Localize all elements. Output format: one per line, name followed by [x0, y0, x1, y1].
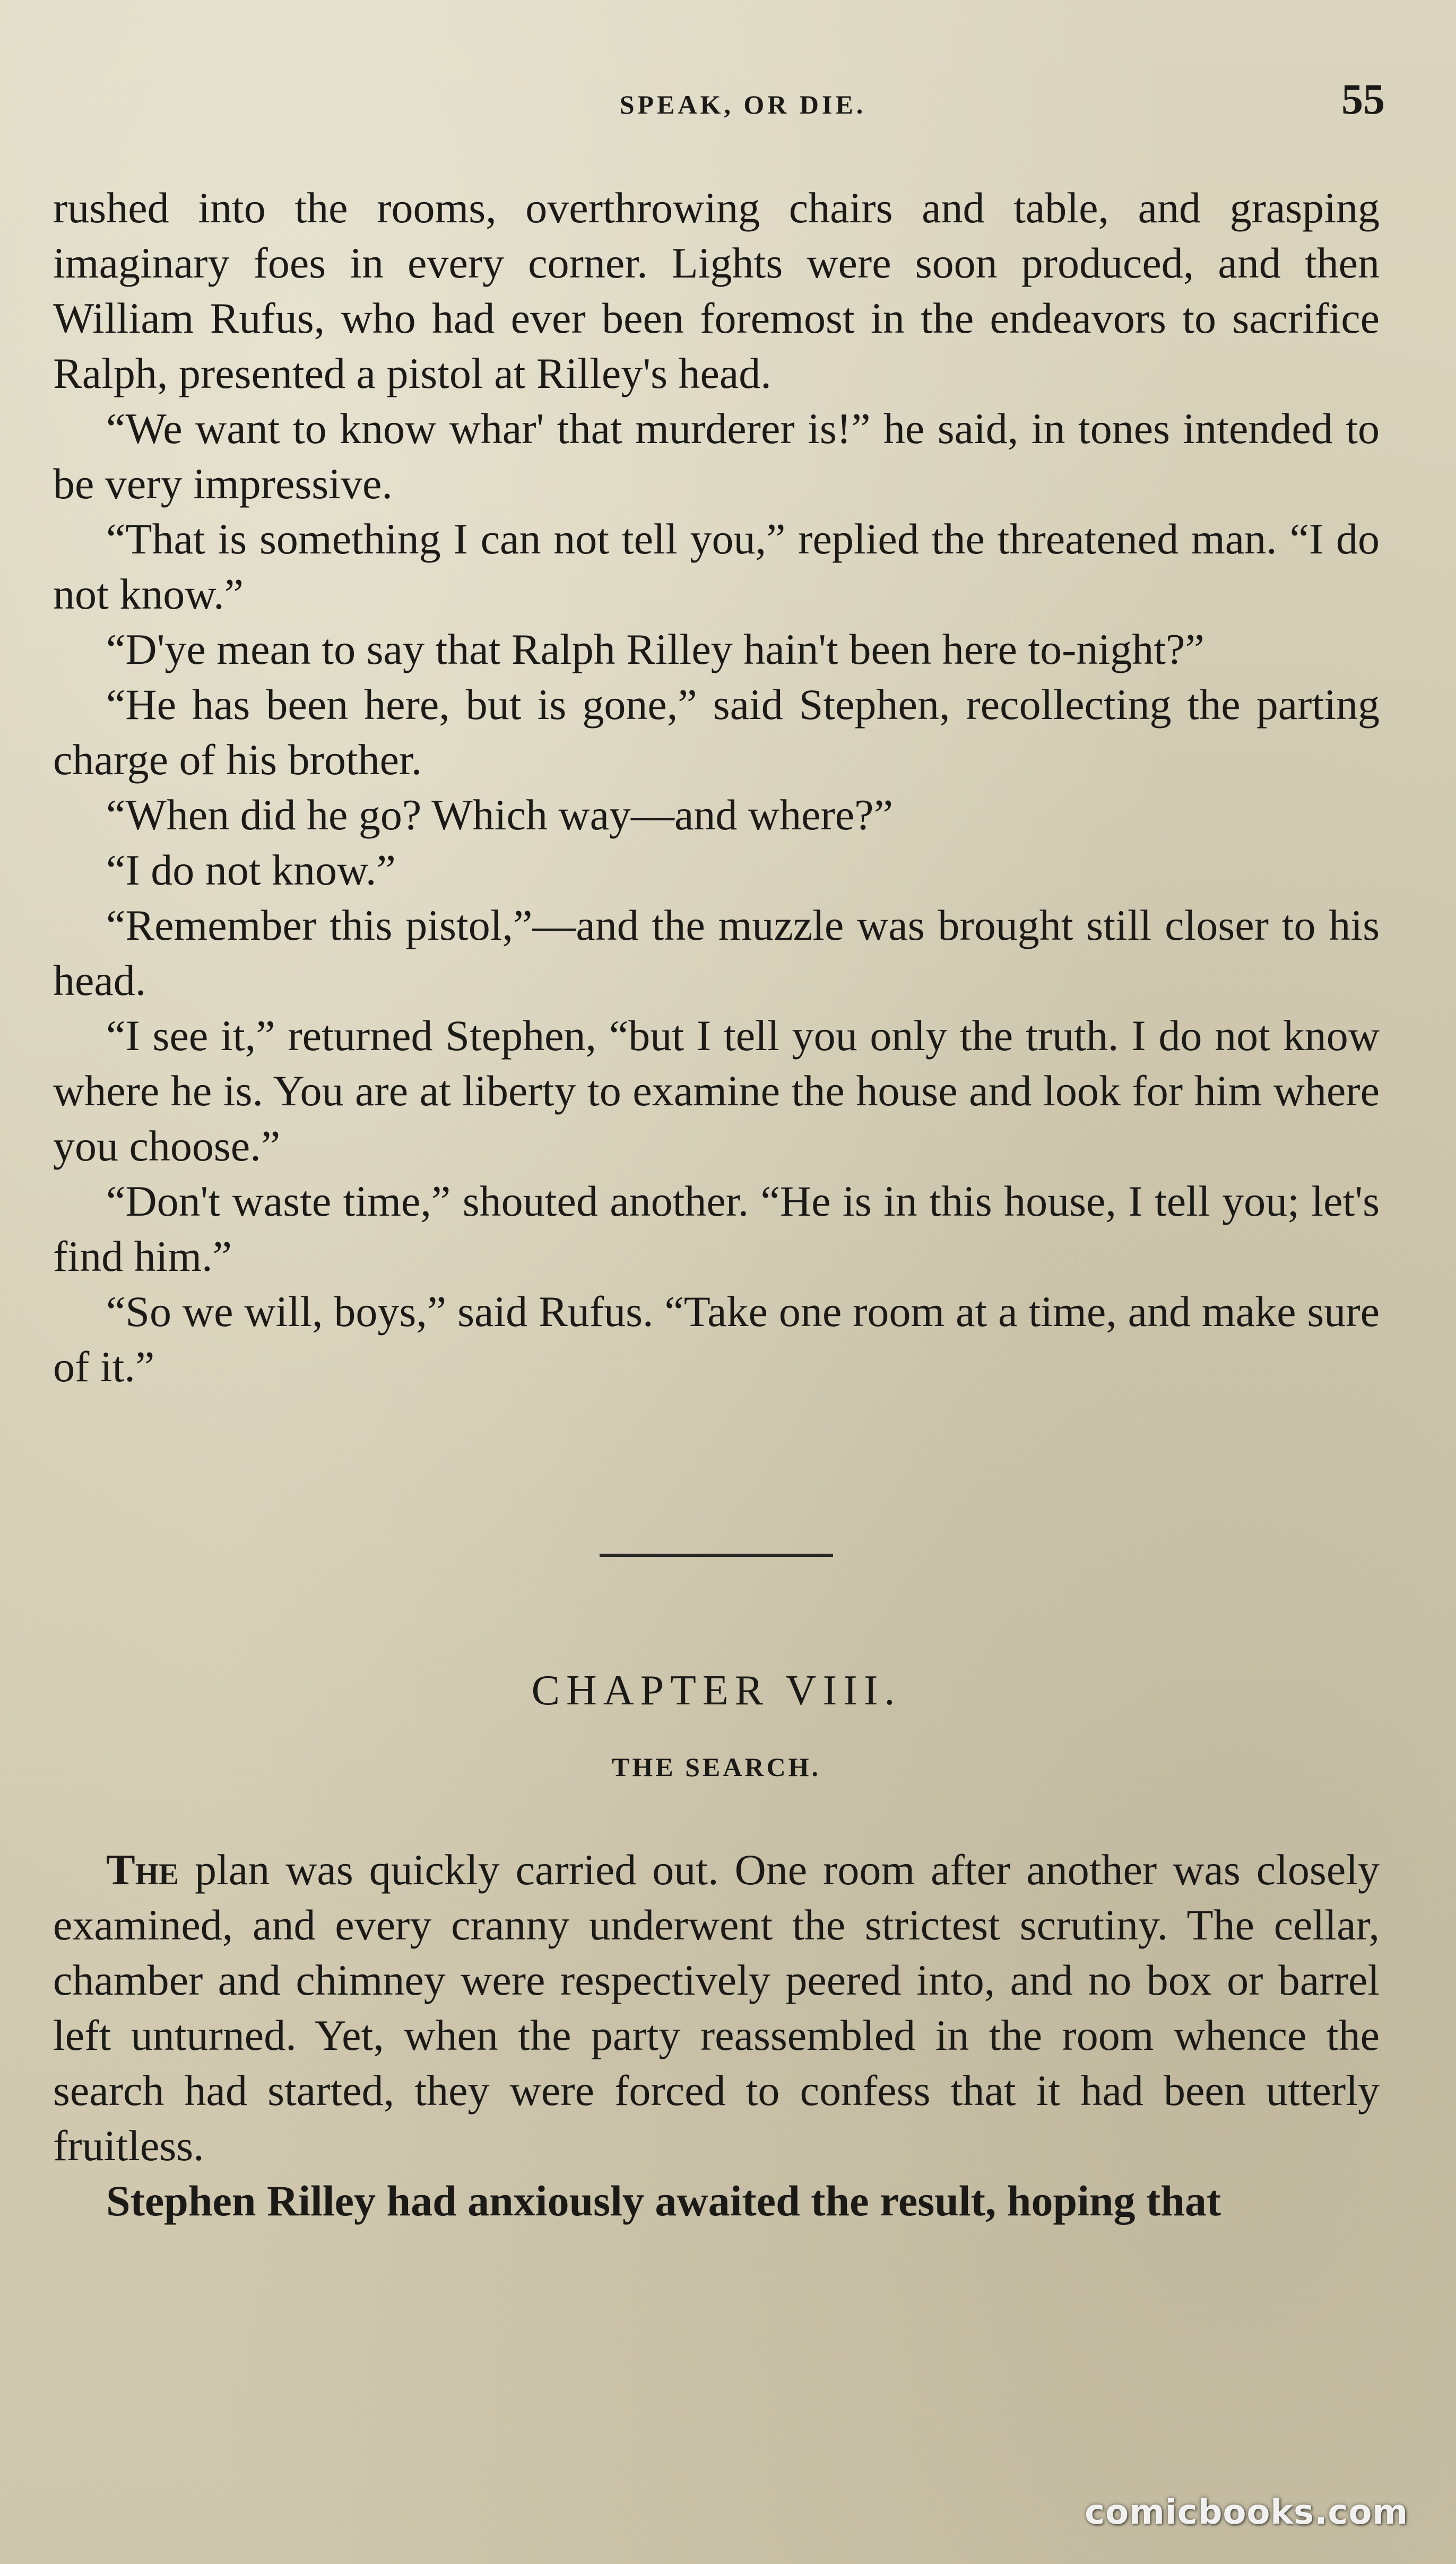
paragraph-dialogue: “I see it,” returned Stephen, “but I tell you only the truth. I do not know where he is. You are at liberty to examine the house and look for him where you choose.” [53, 1011, 1380, 1170]
opening-word: The [106, 1846, 179, 1894]
site-watermark: comicbooks.com [1085, 2493, 1408, 2532]
running-head: SPEAK, OR DIE. [619, 90, 866, 119]
chapter-title: CHAPTER VIII. [531, 1667, 902, 1714]
paragraph-dialogue: “So we will, boys,” said Rufus. “Take one room at a time, and make sure of it.” [53, 1287, 1380, 1391]
paragraph-dialogue: “When did he go? Which way—and where?” [106, 791, 893, 839]
chapter-subtitle: THE SEARCH. [612, 1752, 821, 1782]
page-body [53, 180, 1380, 2229]
page-number: 55 [1341, 75, 1385, 123]
chapter-opening-paragraph [53, 1842, 1380, 2173]
paragraph-continued: rushed into the rooms, overthrowing chairs and table, and grasping imaginary foes in every corner. Lights were soon produced, and then William Rufus, who had ever been foremost in the endeavors to sacrifice Ralph, presented a pistol at Rilley's head. [53, 184, 1380, 397]
chapter-second-paragraph: Stephen Rilley had anxiously awaited the result, hoping that [106, 2177, 1221, 2225]
paragraph-dialogue: “Don't waste time,” shouted another. “He is in this house, I tell you; let's find him.” [53, 1177, 1380, 1280]
paragraph-dialogue: “He has been here, but is gone,” said Stephen, recollecting the parting charge of his brother. [53, 680, 1380, 784]
paragraph-dialogue: “We want to know whar' that murderer is!” he said, in tones intended to be very impressive. [53, 404, 1380, 508]
paragraph-dialogue: “That is something I can not tell you,” replied the threatened man. “I do not know.” [53, 515, 1380, 618]
section-divider [600, 1554, 833, 1557]
page-header [101, 74, 1385, 133]
paragraph-dialogue: “Remember this pistol,”—and the muzzle was brought still closer to his head. [53, 901, 1380, 1004]
opening-paragraph-text: plan was quickly carried out. One room after another was closely examined, and every cranny underwent the strictest scrutiny. The cellar, chamber and chimney were respectively peered into, and no box or barrel left unturned. Yet, when the party reassembled in the room whence the search had started, they were forced to confess that it had been utterly fruitless. [53, 1846, 1380, 2170]
chapter-body [53, 1842, 1380, 2229]
paragraph-dialogue: “I do not know.” [106, 846, 396, 894]
paragraph-dialogue: “D'ye mean to say that Ralph Rilley hain't been here to-night?” [106, 625, 1204, 673]
